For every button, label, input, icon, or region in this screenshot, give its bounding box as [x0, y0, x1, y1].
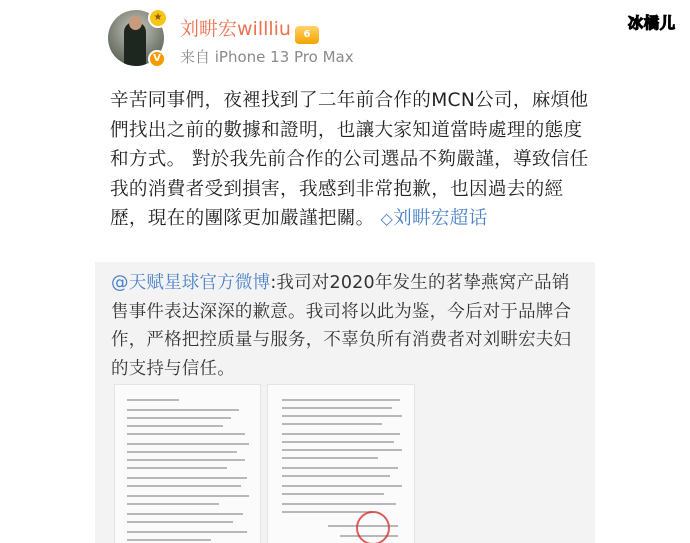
- post-body: [110, 86, 590, 234]
- repost-card[interactable]: [95, 262, 595, 543]
- repost-text: :我司对2020年发生的茗挚燕窝产品销售事件表达深深的歉意。我司将以此为鉴，今后对于品牌合作，严格把控质量与服务，不辜负所有消费者对刘畊宏夫妇的支持与信任。: [111, 273, 572, 379]
- username-text[interactable]: 刘畊宏willliu: [180, 18, 291, 40]
- avatar-head: [129, 16, 142, 30]
- repost-text-block: [111, 269, 585, 383]
- topic-diamond-icon[interactable]: ◇: [380, 209, 394, 229]
- username[interactable]: [180, 14, 319, 44]
- level-badge-icon[interactable]: 6: [295, 26, 319, 44]
- post-header: [108, 10, 578, 74]
- red-seal-stamp: [356, 511, 390, 543]
- avatar-pendant-icon: ★: [148, 8, 168, 28]
- document-image-2[interactable]: [267, 384, 415, 543]
- repost-mention-link[interactable]: @天赋星球官方微博: [111, 273, 271, 293]
- watermark: 冰橘儿: [627, 14, 676, 32]
- verified-icon: V: [148, 50, 166, 68]
- document-image-1[interactable]: [114, 384, 261, 543]
- topic-link[interactable]: 刘畊宏超话: [393, 208, 488, 230]
- post-text: 辛苦同事們，夜裡找到了二年前合作的MCN公司，麻煩他們找出之前的數據和證明，也讓大家知道當時處理的態度和方式。 對於我先前合作的公司選品不夠嚴謹，導致信任我的消費者受到損害，我感到非常抱歉，也因過去的經歷，現在的團隊更加嚴謹把關。: [110, 90, 589, 230]
- post-source: 来自 iPhone 13 Pro Max: [180, 48, 354, 66]
